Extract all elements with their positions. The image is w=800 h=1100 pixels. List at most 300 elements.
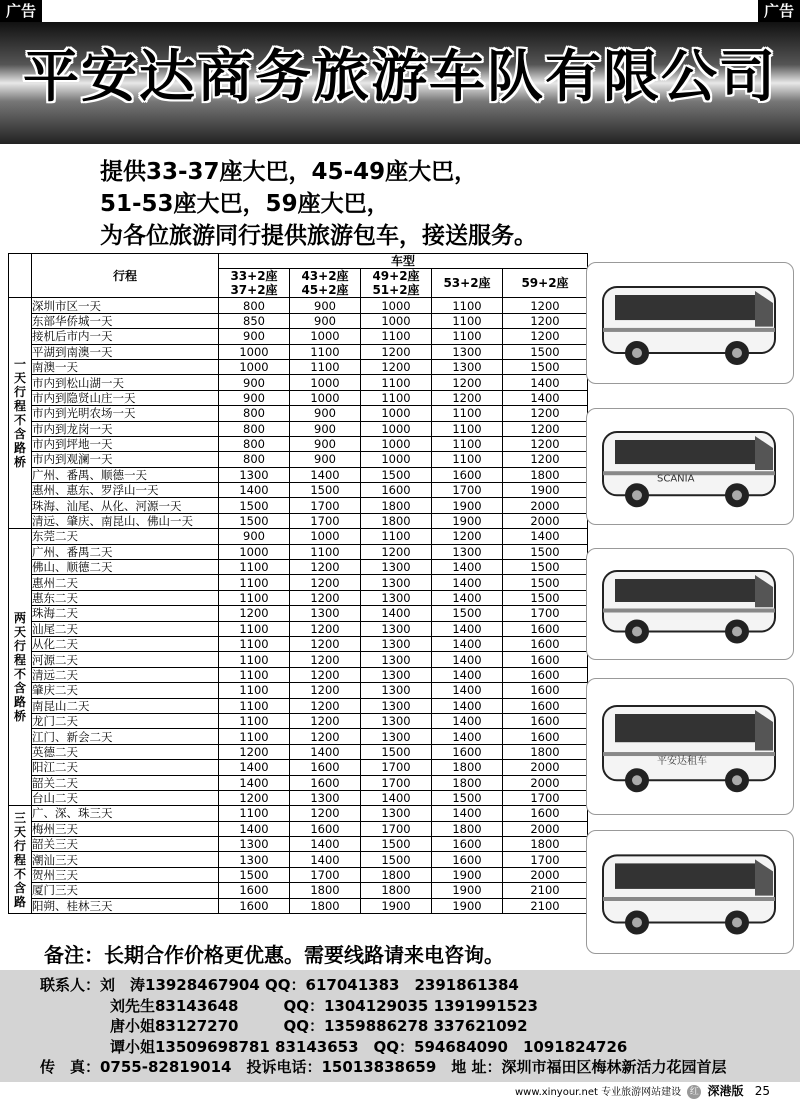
price-cell: 1900 — [503, 483, 588, 498]
category-header — [9, 254, 32, 298]
price-cell: 1500 — [290, 483, 361, 498]
route-cell: 清远二天 — [32, 667, 219, 682]
price-cell: 1600 — [503, 636, 588, 651]
table-row — [9, 298, 588, 313]
price-cell: 1600 — [503, 621, 588, 636]
price-cell: 1500 — [432, 790, 503, 805]
price-cell: 1100 — [290, 359, 361, 374]
price-cell: 1100 — [219, 636, 290, 651]
price-cell: 2000 — [503, 513, 588, 528]
bus-photo — [586, 548, 794, 660]
price-cell: 1500 — [361, 467, 432, 482]
price-cell: 1600 — [290, 821, 361, 836]
seat-column-header — [503, 269, 588, 298]
trip-category-label: 两天行程不含路桥 — [9, 529, 32, 806]
price-cell: 1100 — [432, 329, 503, 344]
price-cell: 1400 — [432, 667, 503, 682]
table-row — [9, 729, 588, 744]
route-cell: 广州、番禺、顺德一天 — [32, 467, 219, 482]
price-cell: 1400 — [290, 837, 361, 852]
price-cell: 1100 — [361, 529, 432, 544]
price-cell: 1000 — [290, 329, 361, 344]
table-row — [9, 806, 588, 821]
price-cell: 1000 — [361, 298, 432, 313]
price-cell: 1400 — [290, 852, 361, 867]
price-cell: 1000 — [361, 452, 432, 467]
price-cell: 1100 — [219, 560, 290, 575]
price-cell: 1400 — [432, 621, 503, 636]
ad-label-right: 广告 — [758, 0, 800, 22]
price-cell: 1600 — [503, 667, 588, 682]
table-row — [9, 590, 588, 605]
price-cell: 1200 — [503, 313, 588, 328]
table-row — [9, 483, 588, 498]
bus-photo-icon — [587, 831, 793, 953]
price-table — [8, 253, 588, 914]
route-cell: 梅州三天 — [32, 821, 219, 836]
intro-line: 51-53座大巴，59座大巴， — [100, 191, 390, 217]
price-cell: 1700 — [290, 498, 361, 513]
route-cell: 市内到观澜一天 — [32, 452, 219, 467]
bus-photo — [586, 262, 794, 384]
price-cell: 1200 — [290, 575, 361, 590]
price-cell: 1700 — [503, 606, 588, 621]
table-row — [9, 329, 588, 344]
table-row — [9, 667, 588, 682]
price-cell: 1200 — [290, 590, 361, 605]
price-cell: 1200 — [503, 421, 588, 436]
price-cell: 1100 — [219, 806, 290, 821]
price-cell: 1200 — [290, 652, 361, 667]
seat-label: 33+2座 — [230, 269, 278, 284]
route-cell: 东莞二天 — [32, 529, 219, 544]
seat-label: 43+2座 — [301, 269, 349, 284]
price-cell: 1200 — [503, 298, 588, 313]
price-cell: 1000 — [290, 529, 361, 544]
seat-label: 59+2座 — [521, 276, 569, 291]
price-cell: 1200 — [290, 698, 361, 713]
route-cell: 英德二天 — [32, 744, 219, 759]
seat-column-header — [290, 269, 361, 298]
route-cell: 珠海二天 — [32, 606, 219, 621]
price-cell: 1700 — [361, 821, 432, 836]
price-cell: 1800 — [290, 883, 361, 898]
price-cell: 1800 — [361, 513, 432, 528]
price-cell: 1000 — [219, 544, 290, 559]
price-cell: 900 — [290, 421, 361, 436]
price-cell: 2000 — [503, 821, 588, 836]
route-cell: 广、深、珠三天 — [32, 806, 219, 821]
price-cell: 1400 — [290, 744, 361, 759]
price-cell: 900 — [219, 390, 290, 405]
table-row — [9, 606, 588, 621]
route-cell: 韶关三天 — [32, 837, 219, 852]
price-cell: 1200 — [290, 636, 361, 651]
price-cell: 800 — [219, 436, 290, 451]
price-cell: 1400 — [219, 760, 290, 775]
price-cell: 1300 — [432, 344, 503, 359]
price-cell: 1800 — [503, 744, 588, 759]
price-cell: 1400 — [432, 729, 503, 744]
seat-label: 37+2座 — [230, 283, 278, 298]
route-cell: 阳江二天 — [32, 760, 219, 775]
price-cell: 1200 — [361, 359, 432, 374]
table-row — [9, 544, 588, 559]
price-cell: 1800 — [290, 898, 361, 913]
price-cell: 1100 — [432, 406, 503, 421]
price-cell: 1300 — [361, 636, 432, 651]
price-cell: 1200 — [290, 806, 361, 821]
route-cell: 市内到坪地一天 — [32, 436, 219, 451]
bus-caption: 平安达租车 — [657, 755, 707, 767]
price-cell: 900 — [219, 375, 290, 390]
contact-line: 刘先生83143648 QQ：1304129035 1391991523 — [110, 997, 538, 1015]
price-cell: 900 — [290, 436, 361, 451]
price-cell: 1400 — [432, 560, 503, 575]
route-cell: 东部华侨城一天 — [32, 313, 219, 328]
price-cell: 1600 — [503, 683, 588, 698]
price-cell: 1300 — [219, 837, 290, 852]
price-cell: 800 — [219, 406, 290, 421]
table-row — [9, 421, 588, 436]
route-cell: 江门、新会二天 — [32, 729, 219, 744]
bus-photo-icon — [587, 263, 793, 383]
price-cell: 1400 — [503, 375, 588, 390]
table-row — [9, 760, 588, 775]
price-cell: 1600 — [503, 698, 588, 713]
price-cell: 1100 — [432, 452, 503, 467]
price-cell: 1200 — [290, 729, 361, 744]
price-cell: 1300 — [432, 544, 503, 559]
price-cell: 850 — [219, 313, 290, 328]
intro-line: 提供33-37座大巴，45-49座大巴， — [100, 159, 478, 185]
price-cell: 1200 — [361, 344, 432, 359]
table-row — [9, 790, 588, 805]
price-cell: 1900 — [432, 498, 503, 513]
price-cell: 1200 — [290, 713, 361, 728]
price-cell: 1700 — [503, 790, 588, 805]
table-row — [9, 359, 588, 374]
price-cell: 1400 — [219, 775, 290, 790]
intro-line: 为各位旅游同行提供旅游包车，接送服务。 — [100, 223, 537, 249]
price-cell: 1400 — [503, 529, 588, 544]
price-cell: 1400 — [432, 683, 503, 698]
price-cell: 1300 — [361, 667, 432, 682]
seat-column-header — [432, 269, 503, 298]
price-cell: 1200 — [361, 544, 432, 559]
route-cell: 台山二天 — [32, 790, 219, 805]
badge-icon: 红 — [687, 1085, 701, 1099]
price-cell: 1200 — [219, 744, 290, 759]
table-row — [9, 636, 588, 651]
route-cell: 深圳市区一天 — [32, 298, 219, 313]
footer-site: www.xinyour.net 专业旅游网站建设 — [514, 1087, 682, 1098]
price-cell: 1300 — [361, 621, 432, 636]
price-cell: 1100 — [432, 298, 503, 313]
table-row — [9, 837, 588, 852]
price-cell: 1800 — [361, 883, 432, 898]
price-cell: 1900 — [361, 898, 432, 913]
price-cell: 1600 — [361, 483, 432, 498]
price-cell: 1600 — [432, 744, 503, 759]
seat-label: 49+2座 — [372, 269, 420, 284]
price-cell: 1900 — [432, 513, 503, 528]
price-cell: 1900 — [432, 867, 503, 882]
price-cell: 1100 — [219, 729, 290, 744]
price-cell: 1800 — [432, 760, 503, 775]
route-cell: 南澳一天 — [32, 359, 219, 374]
price-cell: 1100 — [290, 544, 361, 559]
price-cell: 1200 — [219, 790, 290, 805]
price-cell: 1100 — [219, 667, 290, 682]
seat-label: 53+2座 — [443, 276, 491, 291]
seat-label: 51+2座 — [372, 283, 420, 298]
table-row — [9, 683, 588, 698]
route-cell: 肇庆二天 — [32, 683, 219, 698]
price-cell: 1100 — [219, 621, 290, 636]
price-cell: 1400 — [219, 483, 290, 498]
price-cell: 1000 — [361, 313, 432, 328]
price-cell: 1100 — [432, 436, 503, 451]
price-cell: 1400 — [361, 606, 432, 621]
price-cell: 1100 — [290, 344, 361, 359]
price-cell: 1600 — [219, 883, 290, 898]
price-cell: 1100 — [432, 313, 503, 328]
route-cell: 市内到隐贤山庄一天 — [32, 390, 219, 405]
price-cell: 1200 — [290, 621, 361, 636]
price-cell: 1400 — [432, 652, 503, 667]
route-cell: 厦门三天 — [32, 883, 219, 898]
price-cell: 1100 — [361, 329, 432, 344]
table-row — [9, 529, 588, 544]
route-cell: 贺州三天 — [32, 867, 219, 882]
route-cell: 接机后市内一天 — [32, 329, 219, 344]
price-cell: 1500 — [432, 606, 503, 621]
price-cell: 1600 — [503, 713, 588, 728]
price-cell: 1600 — [503, 806, 588, 821]
price-cell: 1600 — [503, 729, 588, 744]
price-cell: 1500 — [503, 575, 588, 590]
price-cell: 1000 — [361, 421, 432, 436]
table-row — [9, 852, 588, 867]
vehicle-type-header: 车型 — [219, 254, 588, 269]
route-cell: 潮汕三天 — [32, 852, 219, 867]
price-cell: 1700 — [290, 513, 361, 528]
price-cell: 1300 — [361, 590, 432, 605]
price-cell: 1300 — [361, 683, 432, 698]
route-cell: 阳朔、桂林三天 — [32, 898, 219, 913]
price-cell: 1200 — [503, 329, 588, 344]
price-cell: 1500 — [219, 513, 290, 528]
table-row — [9, 467, 588, 482]
seat-column-header — [361, 269, 432, 298]
price-cell: 800 — [219, 298, 290, 313]
service-intro — [100, 156, 720, 252]
route-cell: 惠东二天 — [32, 590, 219, 605]
price-cell: 1200 — [290, 667, 361, 682]
route-cell: 市内到松山湖一天 — [32, 375, 219, 390]
table-row — [9, 575, 588, 590]
price-cell: 1200 — [290, 560, 361, 575]
table-row — [9, 744, 588, 759]
route-cell: 平湖到南澳一天 — [32, 344, 219, 359]
price-cell: 1300 — [290, 790, 361, 805]
table-row — [9, 498, 588, 513]
price-cell: 1100 — [361, 375, 432, 390]
table-row — [9, 698, 588, 713]
price-cell: 1100 — [219, 590, 290, 605]
price-cell: 1000 — [290, 375, 361, 390]
contact-line: 联系人：刘 涛13928467904 QQ：617041383 2391861384 — [40, 976, 519, 994]
price-cell: 1300 — [361, 560, 432, 575]
seat-column-header — [219, 269, 290, 298]
price-cell: 1600 — [432, 467, 503, 482]
table-row — [9, 375, 588, 390]
route-cell: 惠州二天 — [32, 575, 219, 590]
price-cell: 1100 — [219, 683, 290, 698]
contact-line: 谭小姐13509698781 83143653 QQ：594684090 1091824726 — [110, 1038, 628, 1056]
price-cell: 900 — [290, 298, 361, 313]
route-cell: 龙门二天 — [32, 713, 219, 728]
price-cell: 1000 — [361, 406, 432, 421]
table-row — [9, 713, 588, 728]
price-cell: 1500 — [361, 837, 432, 852]
route-cell: 从化二天 — [32, 636, 219, 651]
bus-caption: SCANIA — [657, 473, 695, 485]
price-cell: 900 — [219, 529, 290, 544]
trip-category-label: 三天行程不含路 — [9, 806, 32, 914]
price-cell: 1200 — [219, 606, 290, 621]
price-cell: 1400 — [290, 467, 361, 482]
price-cell: 1000 — [290, 390, 361, 405]
price-cell: 1600 — [290, 775, 361, 790]
price-cell: 1300 — [361, 698, 432, 713]
table-row — [9, 883, 588, 898]
price-cell: 1600 — [432, 837, 503, 852]
seat-label: 45+2座 — [301, 283, 349, 298]
price-cell: 1100 — [219, 713, 290, 728]
price-cell: 1900 — [432, 898, 503, 913]
contact-line: 传 真：0755-82819014 投诉电话：15013838659 地 址：深圳市福田区梅林新活力花园首层 — [40, 1058, 727, 1076]
price-cell: 1500 — [361, 852, 432, 867]
bus-photo — [586, 678, 794, 815]
table-row — [9, 775, 588, 790]
price-cell: 1200 — [432, 375, 503, 390]
table-row — [9, 313, 588, 328]
table-row — [9, 436, 588, 451]
price-cell: 1300 — [219, 467, 290, 482]
price-cell: 1500 — [503, 344, 588, 359]
price-cell: 1300 — [361, 806, 432, 821]
price-cell: 1500 — [361, 744, 432, 759]
price-cell: 1400 — [503, 390, 588, 405]
price-cell: 1700 — [361, 775, 432, 790]
price-cell: 1000 — [361, 436, 432, 451]
table-row — [9, 344, 588, 359]
company-title: 平安达商务旅游车队有限公司 — [23, 45, 777, 110]
price-cell: 1400 — [361, 790, 432, 805]
price-cell: 1100 — [432, 421, 503, 436]
price-cell: 1700 — [432, 483, 503, 498]
price-cell: 1100 — [361, 390, 432, 405]
table-row — [9, 867, 588, 882]
table-row — [9, 560, 588, 575]
price-cell: 1300 — [361, 652, 432, 667]
price-cell: 1500 — [503, 544, 588, 559]
price-cell: 1800 — [503, 467, 588, 482]
price-cell: 1400 — [432, 636, 503, 651]
price-cell: 2000 — [503, 498, 588, 513]
price-cell: 2000 — [503, 867, 588, 882]
route-cell: 珠海、汕尾、从化、河源一天 — [32, 498, 219, 513]
table-row — [9, 513, 588, 528]
price-cell: 1300 — [361, 729, 432, 744]
price-cell: 1600 — [503, 652, 588, 667]
price-cell: 1100 — [219, 575, 290, 590]
table-row — [9, 452, 588, 467]
price-cell: 1300 — [361, 713, 432, 728]
route-cell: 清远、肇庆、南昆山、佛山一天 — [32, 513, 219, 528]
route-cell: 市内到龙岗一天 — [32, 421, 219, 436]
price-cell: 1200 — [503, 452, 588, 467]
price-cell: 2000 — [503, 760, 588, 775]
price-cell: 1700 — [361, 760, 432, 775]
bus-photo-icon — [587, 549, 793, 659]
price-cell: 1000 — [219, 359, 290, 374]
ad-label-left: 广告 — [0, 0, 42, 22]
table-row — [9, 652, 588, 667]
price-cell: 800 — [219, 452, 290, 467]
bus-photo-icon — [587, 679, 793, 814]
price-cell: 1600 — [219, 898, 290, 913]
trip-category-label: 一天行程不含路桥 — [9, 298, 32, 529]
price-cell: 1700 — [503, 852, 588, 867]
price-cell: 1500 — [503, 560, 588, 575]
price-cell: 1400 — [432, 698, 503, 713]
price-cell: 2100 — [503, 898, 588, 913]
route-cell: 佛山、顺德二天 — [32, 560, 219, 575]
route-header: 行程 — [32, 254, 219, 298]
price-cell: 1600 — [290, 760, 361, 775]
price-cell: 1500 — [219, 498, 290, 513]
price-cell: 1300 — [219, 852, 290, 867]
route-cell: 惠州、惠东、罗浮山一天 — [32, 483, 219, 498]
price-cell: 1800 — [432, 821, 503, 836]
price-cell: 1300 — [290, 606, 361, 621]
price-cell: 800 — [219, 421, 290, 436]
price-cell: 2100 — [503, 883, 588, 898]
price-cell: 1300 — [432, 359, 503, 374]
route-cell: 市内到光明农场一天 — [32, 406, 219, 421]
price-cell: 1200 — [503, 436, 588, 451]
price-cell: 1400 — [219, 821, 290, 836]
bus-photo — [586, 408, 794, 525]
price-cell: 2000 — [503, 775, 588, 790]
price-cell: 1500 — [219, 867, 290, 882]
price-cell: 1500 — [503, 359, 588, 374]
price-cell: 1100 — [219, 652, 290, 667]
table-row — [9, 898, 588, 913]
price-cell: 900 — [290, 313, 361, 328]
price-cell: 1800 — [361, 498, 432, 513]
route-cell: 河源二天 — [32, 652, 219, 667]
price-cell: 1600 — [432, 852, 503, 867]
price-cell: 1800 — [503, 837, 588, 852]
bus-photo — [586, 830, 794, 954]
price-cell: 1400 — [432, 806, 503, 821]
route-cell: 韶关二天 — [32, 775, 219, 790]
price-cell: 900 — [290, 406, 361, 421]
